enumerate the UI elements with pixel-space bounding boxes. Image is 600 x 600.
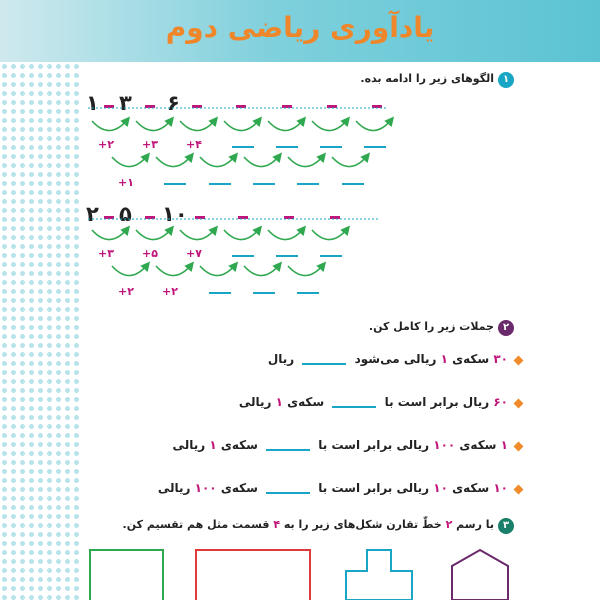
page-title: یادآوری ریاضی دوم [165, 11, 435, 44]
arc-arrow [180, 119, 216, 131]
sequence-2-term-2: ۵ [119, 202, 132, 226]
sequence-1-diff-1: +۲ [98, 138, 114, 151]
arc-arrow [268, 228, 304, 240]
sequence-1-diff-3: +۴ [186, 138, 202, 151]
arc-arrow [224, 228, 260, 240]
arc-arrow [136, 228, 172, 240]
shape-hexagon [452, 550, 508, 600]
sequence-1-second-diff-1: +۱ [118, 176, 134, 189]
question-2-instruction: جملات زیر را کامل کن. [368, 320, 494, 333]
answer-blank[interactable] [332, 406, 376, 408]
arc-arrow [224, 119, 260, 131]
arc-arrow [92, 119, 128, 131]
sequence-2-term-3: ۱۰ [162, 202, 188, 226]
arc-arrow [112, 155, 148, 167]
arc-arrow [156, 264, 192, 276]
shape-square [90, 550, 163, 600]
arc-arrow [112, 264, 148, 276]
arc-arrow [288, 155, 324, 167]
arc-arrow [180, 228, 216, 240]
arc-arrow [312, 119, 348, 131]
arc-arrow [92, 228, 128, 240]
shape-plus [346, 550, 412, 600]
arc-arrow [156, 155, 192, 167]
sequence-2-second-diff-1: +۲ [118, 285, 134, 298]
arc-arrow [200, 155, 236, 167]
question-2-number: ۲ [498, 320, 514, 336]
arc-arrow [268, 119, 304, 131]
shape-rectangle [196, 550, 310, 600]
sequence-1-diff-2: +۳ [142, 138, 158, 151]
arc-arrow [136, 119, 172, 131]
question-3-number: ۳ [498, 518, 514, 534]
sequence-1-term-1: ۱ [86, 91, 99, 115]
sequence-2-term-1: ۲ [86, 202, 99, 226]
arc-arrow [356, 119, 392, 131]
sequence-2-diff-3: +۷ [186, 247, 202, 260]
sequence-1-term-3: ۶ [167, 91, 180, 115]
sentence-1: ۳۰ سکه‌ی ۱ ریالی می‌شود ریال [267, 352, 508, 366]
sequence-2-second-diff-2: +۲ [162, 285, 178, 298]
sequence-2-diff-2: +۵ [142, 247, 158, 260]
arc-arrow [332, 155, 368, 167]
sentence-4: ۱۰ سکه‌ی ۱۰ ریالی برابر است با سکه‌ی ۱۰۰ ریالی [157, 481, 508, 495]
arc-arrow [288, 264, 324, 276]
answer-blank[interactable] [266, 449, 310, 451]
question-1-number: ۱ [498, 72, 514, 88]
answer-blank[interactable] [302, 363, 346, 365]
arc-arrow [244, 264, 280, 276]
arc-arrow [312, 228, 348, 240]
question-1-instruction: الگوهای زیر را ادامه بده. [360, 72, 494, 85]
answer-blank[interactable] [266, 492, 310, 494]
sentence-3: ۱ سکه‌ی ۱۰۰ ریالی برابر است با سکه‌ی ۱ ریالی [172, 438, 508, 452]
arc-arrow [200, 264, 236, 276]
sequence-1-term-2: ۳ [119, 91, 132, 115]
sequence-2-diff-1: +۳ [98, 247, 114, 260]
arc-arrow [244, 155, 280, 167]
question-3-instruction: با رسم ۲ خطّ تقارن شکل‌های زیر را به ۴ قسمت مثل هم تقسیم کن. [122, 518, 494, 531]
sentence-2: ۶۰ ریال برابر است با سکه‌ی ۱ ریالی [238, 395, 508, 409]
